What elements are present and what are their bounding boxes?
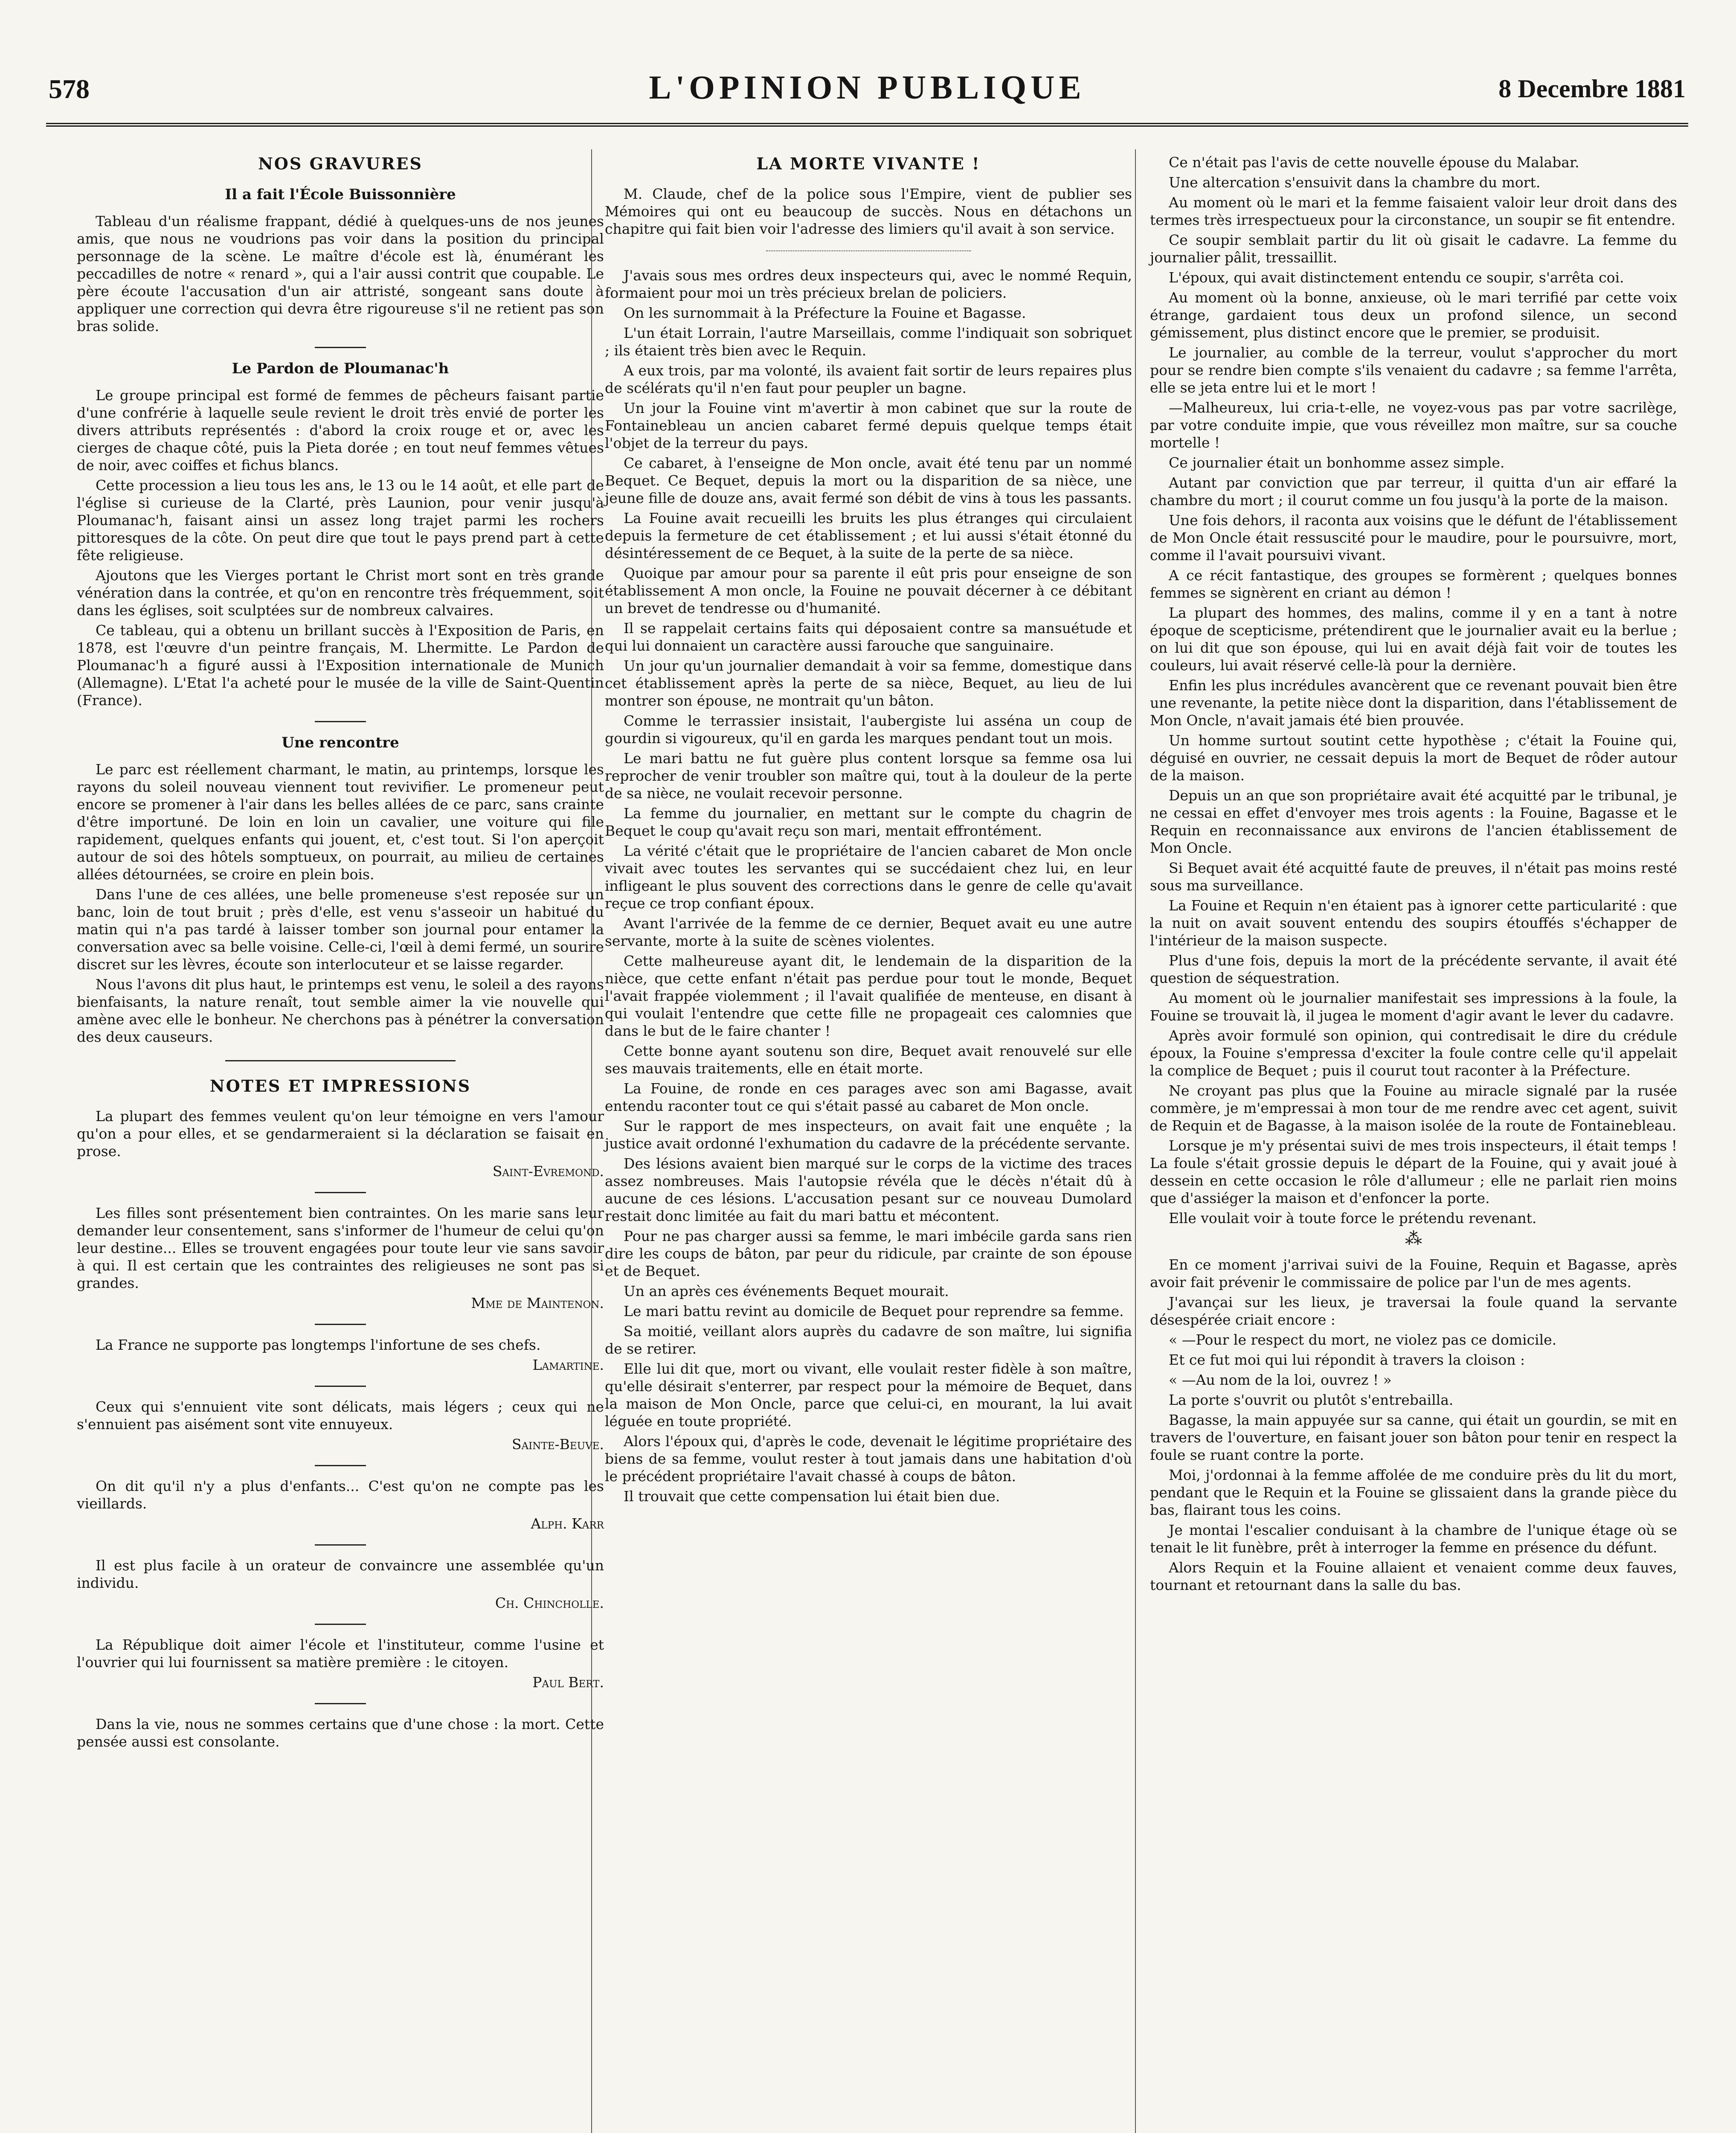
paragraph: La Fouine et Requin n'en étaient pas à ignorer cette particularité : que la nuit on avait souvent entendu des soupirs étouffés s'échapper de l'intérieur de la maison suspecte. [1150,897,1677,949]
paragraph: La Fouine, de ronde en ces parages avec son ami Bagasse, avait entendu raconter tout ce qui s'était passé au cabaret de Mon oncle. [605,1080,1132,1114]
quote-author: Lamartine. [532,1357,604,1373]
paragraph: —Malheureux, lui cria-t-elle, ne voyez-vous pas par votre sacrilège, par votre conduite impie, que vous réveillez mon maître, sur sa couche mortelle ! [1150,399,1677,451]
divider [315,1386,366,1387]
column-rule [1135,149,1136,2133]
paragraph: Des lésions avaient bien marqué sur le corps de la victime des traces assez nombreuses. Mais l'autopsie révéla que le décès n'était dû à aucune de ces lésions. L'accusation pesant sur ce nouveau Dumolard restait donc limitée au fait du mari battu et mécontent. [605,1155,1132,1224]
quote: La plupart des femmes veulent qu'on leur témoigne en vers l'amour qu'on a pour elles, et se gendarmeraient si la déclaration se faisait en prose. [77,1108,604,1159]
quote: Les filles sont présentement bien contraintes. On les marie sans leur demander leur consentement, sans s'informer de l'humeur de celui qu'on leur destine... Elles se trouvent engagées pour toute leur vie sans savoir à qui. Il est certain que les contraintes des religieuses ne sont pas si grandes. [77,1205,604,1291]
paragraph: Bagasse, la main appuyée sur sa canne, qui était un gourdin, se mit en travers de l'ouverture, en faisant jouer son bâton pour tenir en respect la foule se ruant contre la porte. [1150,1412,1677,1463]
paragraph: On les surnommait à la Préfecture la Fouine et Bagasse. [624,305,1026,321]
paragraph: Elle lui dit que, mort ou vivant, elle voulait rester fidèle à son maître, qu'elle désirait s'enterrer, par respect pour la mémoire de Bequet, dans la maison de Mon Oncle, parce que celui-ci, en mourant, la lui avait léguée en toute propriété. [605,1360,1132,1430]
paragraph: Si Bequet avait été acquitté faute de preuves, il n'était pas moins resté sous ma surveillance. [1150,860,1677,894]
paragraph: Une fois dehors, il raconta aux voisins que le défunt de l'établissement de Mon Oncle était ressuscité pour le maudire, pour le poursuivre, mort, comme il l'avait poursuivi vivant. [1150,512,1677,564]
paragraph: Ce cabaret, à l'enseigne de Mon oncle, avait été tenu par un nommé Bequet. Ce Bequet, depuis la mort ou la disparition de sa nièce, une jeune fille de douze ans, avait fermé son débit de vins à tous les passants. [605,455,1132,506]
divider [315,1324,366,1325]
paragraph: Le groupe principal est formé de femmes de pêcheurs faisant partie d'une confrérie à laquelle seule revient le droit très envié de porter les divers attributs représentés : d'abord la croix rouge et or, avec les cierges de chaque côté, puis la Pieta dorée ; en tout neuf femmes vêtues de noir, avec coiffes et fichus blancs. [77,387,604,474]
column-3 [1150,154,1677,1596]
paragraph: A ce récit fantastique, des groupes se formèrent ; quelques bonnes femmes se signèrent en criant au démon ! [1150,567,1677,601]
paragraph: La vérité c'était que le propriétaire de l'ancien cabaret de Mon oncle vivait avec toutes les servantes qui se succédaient chez lui, en leur infligeant le plus souvent des corrections dans le genre de celle qu'avait reçue ce trop confiant époux. [605,843,1132,912]
divider [315,721,366,722]
issue-date: 8 Decembre 1881 [1498,75,1686,103]
paragraph: « —Au nom de la loi, ouvrez ! » [1169,1372,1392,1388]
quote: Il est plus facile à un orateur de convaincre une assemblée qu'un individu. [77,1557,604,1591]
paragraph: L'un était Lorrain, l'autre Marseillais, comme l'indiquait son sobriquet ; ils étaient très bien avec le Requin. [605,325,1132,359]
paragraph: Enfin les plus incrédules avancèrent que ce revenant pouvait bien être une revenante, la petite nièce dont la disparition, dans l'établissement de Mon Oncle, n'avait jamais été bien prouvée. [1150,677,1677,729]
paragraph: Ce journalier était un bonhomme assez simple. [1169,454,1505,471]
quote: Ceux qui s'ennuient vite sont délicats, mais légers ; ceux qui ne s'ennuient pas aisément sont vite ennuyeux. [77,1398,604,1433]
divider [315,1544,366,1546]
paragraph: Le journalier, au comble de la terreur, voulut s'approcher du mort pour se rendre bien compte s'ils venaient du cadavre ; sa femme l'arrêta, elle se jeta entre lui et le mort ! [1150,344,1677,396]
paragraph: Au moment où le journalier manifestait ses impressions à la foule, la Fouine se trouvait là, il jugea le moment d'agir avant le lever du cadavre. [1150,990,1677,1024]
paragraph: Alors l'époux qui, d'après le code, devenait le légitime propriétaire des biens de sa femme, voulut rester à tout jamais dans une habitation d'où le précédent propriétaire l'avait chassé à coups de bâton. [605,1433,1132,1485]
paragraph: La porte s'ouvrit ou plutôt s'entrebailla. [1169,1392,1454,1408]
paragraph: Le mari battu revint au domicile de Bequet pour reprendre sa femme. [624,1303,1124,1319]
paragraph: Au moment où la bonne, anxieuse, où le mari terrifié par cette voix étrange, gardaient tous deux un profond silence, un second gémissement, plus distinct encore que le premier, se produisit. [1150,289,1677,341]
quote: Dans la vie, nous ne sommes certains que d'une chose : la mort. Cette pensée aussi est consolante. [77,1716,604,1750]
paragraph: Cette malheureuse ayant dit, le lendemain de la disparition de la nièce, que cette enfant n'était pas perdue pour tout le monde, Bequet l'avait frappée violemment ; il l'avait qualifiée de menteuse, en disant à qui voulait l'entendre que cette fille ne propageait ces calomnies que dans le but de le faire chanter ! [605,953,1132,1039]
paragraph: Nous l'avons dit plus haut, le printemps est venu, le soleil a des rayons bienfaisants, la nature renaît, tout semble aimer la vie nouvelle qui amène avec elle le bonheur. Ne cherchons pas à pénétrer la conversation des deux causeurs. [77,976,604,1045]
masthead [46,69,1688,127]
newspaper-title: L'OPINION PUBLIQUE [649,69,1086,106]
paragraph: Après avoir formulé son opinion, qui contredisait le dire du crédule époux, la Fouine s'empressa d'exciter la foule contre celle qu'il appelait la complice de Bequet ; puis il courut tout raconter à la Préfecture. [1150,1027,1677,1079]
paragraph: Pour ne pas charger aussi sa femme, le mari imbécile garda sans rien dire les coups de bâton, par peur du ridicule, par crainte de son épouse et de Bequet. [605,1228,1132,1279]
section-break-asterism: ⁂ [1405,1229,1422,1249]
paragraph: Au moment où le mari et la femme faisaient valoir leur droit dans des termes très irrespectueux pour la circonstance, un soupir se fit entendre. [1150,194,1677,228]
divider [315,1465,366,1466]
paragraph: Elle voulait voir à toute force le prétendu revenant. [1169,1210,1537,1226]
paragraph: Un homme surtout soutint cette hypothèse ; c'était la Fouine qui, déguisé en ouvrier, ne cessait depuis la mort de Bequet de rôder autour de la maison. [1150,732,1677,784]
paragraph: La plupart des hommes, des malins, comme il y en a tant à notre époque de scepticisme, prétendirent que le journalier avait eu la berlue ; on lui dit que son épouse, qui lui en avait déjà fait voir de toutes les couleurs, lui avait réservé celle-là pour la dernière. [1150,604,1677,674]
paragraph: L'époux, qui avait distinctement entendu ce soupir, s'arrêta coi. [1169,269,1624,286]
paragraph: Un an après ces événements Bequet mourait. [624,1283,949,1299]
quote: La France ne supporte pas longtemps l'infortune de ses chefs. [96,1337,541,1353]
paragraph: Sa moitié, veillant alors auprès du cadavre de son maître, lui signifia de se retirer. [605,1323,1132,1357]
paragraph: Et ce fut moi qui lui répondit à travers la cloison : [1169,1351,1525,1368]
paragraph: Un jour la Fouine vint m'avertir à mon cabinet que sur la route de Fontainebleau un ancien cabaret fermé depuis quelque temps était l'objet de la terreur du pays. [605,400,1132,451]
paragraph: Alors Requin et la Fouine allaient et venaient comme deux fauves, tournant et retournant dans la salle du bas. [1150,1559,1677,1593]
paragraph: J'avais sous mes ordres deux inspecteurs qui, avec le nommé Requin, formaient pour moi un très précieux brelan de policiers. [605,267,1132,301]
paragraph: La Fouine avait recueilli les bruits les plus étranges qui circulaient depuis la fermeture de cet établissement ; et lui aussi s'était étonné du désintéressement de ce Bequet, à la suite de la perte de sa nièce. [605,510,1132,561]
paragraph: Moi, j'ordonnai à la femme affolée de me conduire près du lit du mort, pendant que le Requin et la Fouine se glissaient dans la grande pièce du bas, flairant tous les coins. [1150,1467,1677,1518]
paragraph: Sur le rapport de mes inspecteurs, on avait fait une enquête ; la justice avait ordonné l'exhumation du cadavre de la précédente servante. [605,1118,1132,1152]
quote-author: Paul Bert. [532,1674,604,1691]
paragraph: Lorsque je m'y présentai suivi de mes trois inspecteurs, il était temps ! La foule s'était grossie depuis le départ de la Fouine, qui y avait joué à dessein en cette occasion le rôle d'allumeur ; elle ne parlait rien moins que d'assiéger la maison et d'enfoncer la porte. [1150,1137,1677,1206]
divider [315,1192,366,1193]
divider [766,250,971,251]
page-number: 578 [49,74,90,104]
paragraph: A eux trois, par ma volonté, ils avaient fait sortir de leurs repaires plus de scélérats qu'il n'en faut pour peupler un bagne. [605,362,1132,396]
article-title: Il a fait l'École Buissonnière [225,186,456,203]
paragraph: Quoique par amour pour sa parente il eût pris pour enseigne de son établissement A mon oncle, la Fouine ne pouvait décerner à ce débitant un brevet de tendresse ou d'humanité. [605,565,1132,616]
paragraph: Un jour qu'un journalier demandait à voir sa femme, domestique dans cet établissement après la perte de sa nièce, Bequet, au lieu de lui montrer son épouse, ne montrait qu'un bâton. [605,657,1132,709]
paragraph: Ce soupir semblait partir du lit où gisait le cadavre. La femme du journalier pâlit, tressaillit. [1150,232,1677,266]
paragraph: Autant par conviction que par terreur, il quitta d'un air effaré la chambre du mort ; il courut comme un fou jusqu'à la porte de la maison. [1150,474,1677,509]
article-intro: M. Claude, chef de la police sous l'Empire, vient de publier ses Mémoires qui ont eu beaucoup de succès. Nous en détachons un chapitre qui fait bien voir l'adresse des limiers qu'il avait à son service. [605,186,1132,237]
paragraph: Dans l'une de ces allées, une belle promeneuse s'est reposée sur un banc, loin de tout bruit ; près d'elle, est venu s'asseoir un habitué du matin qui n'a pas tardé à laisser tomber son journal pour entamer la conversation avec sa belle voisine. Celle-ci, l'œil à demi fermé, un sourire discret sur les lèvres, écoute son interlocuteur et se laisse regarder. [77,886,604,973]
paragraph: Avant l'arrivée de la femme de ce dernier, Bequet avait eu une autre servante, morte à la suite de scènes violentes. [605,915,1132,949]
article-title: Le Pardon de Ploumanac'h [232,360,449,377]
divider [315,347,366,348]
paragraph: La femme du journalier, en mettant sur le compte du chagrin de Bequet le coup qu'avait reçu son mari, mentait effrontément. [605,805,1132,839]
column-2 [605,154,1132,1508]
paragraph: Une altercation s'ensuivit dans la chambre du mort. [1169,174,1541,191]
section-divider [225,1060,456,1061]
article-title: Une rencontre [282,734,399,751]
paragraph: Plus d'une fois, depuis la mort de la précédente servante, il avait été question de séquestration. [1150,952,1677,986]
quote-author: Ch. Chincholle. [495,1595,604,1611]
column-1 [77,154,604,1753]
paragraph: « —Pour le respect du mort, ne violez pas ce domicile. [1169,1331,1557,1348]
paragraph: Cette procession a lieu tous les ans, le 13 ou le 14 août, et elle part de l'église si curieuse de la Clarté, près Launion, pour venir jusqu'à Ploumanac'h, faisant ainsi un assez long trajet parmi les rochers pittoresques de la côte. On peut dire que tout le pays prend part à cette fête religieuse. [77,477,604,564]
paragraph: Il trouvait que cette compensation lui était bien due. [624,1488,1000,1505]
paragraph: En ce moment j'arrivai suivi de la Fouine, Requin et Bagasse, après avoir fait prévenir le commissaire de police par l'un de mes agents. [1150,1256,1677,1290]
quote-author: Sainte-Beuve. [511,1436,604,1453]
quote: On dit qu'il n'y a plus d'enfants... C'est qu'on ne compte pas les vieillards. [77,1478,604,1512]
quote-author: Alph. Karr [531,1515,604,1532]
divider [315,1624,366,1625]
paragraph: Tableau d'un réalisme frappant, dédié à quelques-uns de nos jeunes amis, que nous ne voudrions pas voir dans la position du principal personnage de la scène. Le maître d'école est là, énumérant les peccadilles de notre « renard », qui a l'air aussi contrit que coupable. Le père écoute l'accusation d'un air attristé, songeant sans doute à appliquer une correction qui devra être rigoureuse s'il ne retient pas son bras solide. [77,213,604,334]
paragraph: Ce tableau, qui a obtenu un brillant succès à l'Exposition de Paris, en 1878, est l'œuvre d'un peintre français, M. Lhermitte. Le Pardon de Ploumanac'h a figuré aussi à l'Exposition internationale de Munich (Allemagne). L'Etat l'a acheté pour le musée de la ville de Saint-Quentin (France). [77,622,604,709]
paragraph: Depuis un an que son propriétaire avait été acquitté par le tribunal, je ne cessai en effet d'envoyer mes trois agents : la Fouine, Bagasse et le Requin en reconnaissance aux environs de l'ancien établissement de Mon Oncle. [1150,787,1677,856]
paragraph: Ce n'était pas l'avis de cette nouvelle épouse du Malabar. [1169,154,1579,171]
paragraph: Comme le terrassier insistait, l'aubergiste lui asséna un coup de gourdin si vigoureux, qu'il en garda les marques pendant tout un mois. [605,712,1132,747]
quote-author: Saint-Evremond. [492,1163,604,1180]
quote-author: Mme de Maintenon. [471,1295,604,1311]
paragraph: Je montai l'escalier conduisant à la chambre de l'unique étage où se tenait le lit funèbre, prêt à interroger la femme en présence du défunt. [1150,1522,1677,1556]
divider [315,1703,366,1704]
quote: La République doit aimer l'école et l'instituteur, comme l'usine et l'ouvrier qui lui fournissent sa matière première : le citoyen. [77,1636,604,1671]
paragraph: Il se rappelait certains faits qui déposaient contre sa mansuétude et qui lui donnaient un caractère aussi farouche que sanguinaire. [605,620,1132,654]
section-heading-notes: NOTES ET IMPRESSIONS [209,1076,471,1096]
paragraph: Cette bonne ayant soutenu son dire, Bequet avait renouvelé sur elle ses mauvais traitements, elle en était morte. [605,1043,1132,1077]
paragraph: J'avançai sur les lieux, je traversai la foule quand la servante désespérée criait encore : [1150,1294,1677,1328]
paragraph: Le mari battu ne fut guère plus content lorsque sa femme osa lui reprocher de venir troubler son maître qui, tout à la douleur de la perte de sa nièce, ne voulait recevoir personne. [605,750,1132,802]
paragraph: Le parc est réellement charmant, le matin, au printemps, lorsque les rayons du soleil nouveau viennent tout revivifier. Le promeneur peut encore se promener à l'air dans les belles allées de ce parc, sans crainte d'être importuné. De loin en loin un cavalier, une voiture qui file rapidement, quelques enfants qui jouent, et, c'est tout. Si l'on aperçoit autour de soi des hôtels somptueux, on pourrait, au milieu de certaines allées détournées, se croire en plein bois. [77,761,604,883]
section-heading-nos-gravures: NOS GRAVURES [258,154,423,173]
paragraph: Ajoutons que les Vierges portant le Christ mort sont en très grande vénération dans la contrée, et qu'on en rencontre très fréquemment, soit dans les églises, soit sculptées sur de nombreux calvaires. [77,567,604,619]
article-heading-la-morte-vivante: LA MORTE VIVANTE ! [756,154,981,173]
paragraph: Ne croyant pas plus que la Fouine au miracle signalé par la rusée commère, je m'empressai à mon tour de me rendre avec cet agent, suivit de Requin et de Bagasse, à la maison isolée de la route de Fontainebleau. [1150,1082,1677,1134]
